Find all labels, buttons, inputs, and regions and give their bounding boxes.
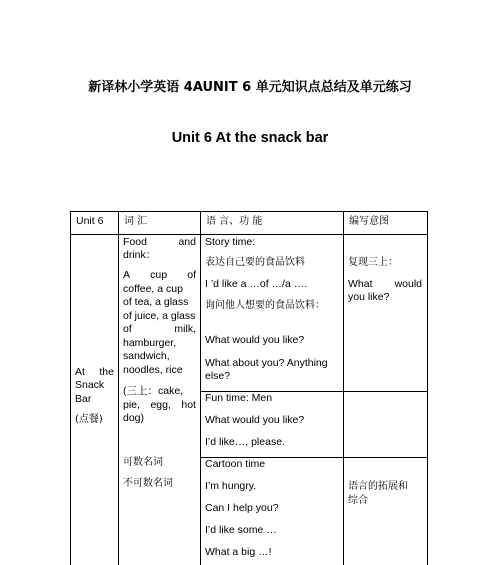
story-line: What would you like? [205,334,305,346]
vocab-word: of [123,323,132,335]
header-language-function: 语 言、功 能 [206,216,263,227]
document-title: 新译林小学英语 4AUNIT 6 单元知识点总结及单元练习 [88,80,412,95]
cartoon-line: I’m hungry. [205,480,257,492]
vocab-line: sandwich, [123,350,170,362]
vocab-line: 可数名词 [123,457,163,468]
unit-cell-line [75,366,114,380]
vocab-line [123,399,196,413]
fun-line: Fun time: Men [205,392,273,404]
intent-line: 复现三上： [348,257,398,268]
header-vocabulary: 词 汇 [124,216,148,227]
header-design-intent: 编写意图 [349,216,389,227]
cartoon-line: Cartoon time [205,458,266,470]
vocab-word: hot [181,399,196,411]
story-line: 询问他人想要的食品饮料： [205,300,325,311]
table-border-left [70,211,71,565]
vocab-line: drink： [123,249,157,261]
column-divider-2 [200,211,201,565]
vocab-line: (三上：cake, [123,385,184,397]
unit-cell-line: Bar [75,393,92,405]
story-line: What about you? Anything [205,357,328,369]
vocab-line [123,323,196,337]
intent-word: would [394,278,422,290]
story-line: Story time: [205,236,256,248]
intent-line: 综合 [348,495,368,506]
vocab-line: noodles, rice [123,364,183,376]
vocab-word: Food [123,236,147,248]
story-line: 表达自己要的食品饮料 [205,257,305,268]
cartoon-line: What a big …! [205,546,272,558]
vocab-line: 不可数名词 [123,478,173,489]
intent-word: What [348,278,373,290]
column-divider-1 [118,211,119,565]
intent-line: 语言的拓展和 [348,481,408,492]
vocab-word: milk, [174,323,196,335]
table-border-top [70,211,428,212]
table-border-right [427,211,428,565]
unit-cell-line: Snack [75,379,105,391]
vocab-line [123,236,196,250]
vocab-line: dog) [123,412,145,424]
column-divider-3 [343,211,344,565]
unit-cell-word: At [75,366,85,378]
header-divider [70,234,428,235]
vocab-line [123,269,196,283]
fun-line: What would you like? [205,414,305,426]
vocab-line: coffee, a cup [123,283,183,295]
vocab-line: hamburger, [123,337,177,349]
unit-table [70,211,428,565]
unit-cell-line: (点餐) [75,414,103,425]
cartoon-line: I’d like some … [205,524,277,536]
vocab-word: of [187,269,196,281]
cartoon-line: Can I help you? [205,502,279,514]
vocab-line: of tea, a glass [123,296,189,308]
intent-line [348,278,422,292]
vocab-line: of juice, a glass [123,310,196,322]
fun-line: I’d like…, please. [205,436,285,448]
story-line: else? [205,370,231,382]
header-unit: Unit 6 [76,215,104,227]
unit-title: Unit 6 At the snack bar [171,130,329,146]
unit-cell-word: the [99,366,114,378]
vocab-word: A [123,269,131,281]
vocab-word: and [178,236,196,248]
story-line: I ’d like a …of …/a …. [205,278,308,290]
intent-line: you like? [348,291,390,303]
vocab-word: cup [150,269,168,281]
vocab-word: pie, [123,399,140,411]
vocab-word: egg, [150,399,171,411]
